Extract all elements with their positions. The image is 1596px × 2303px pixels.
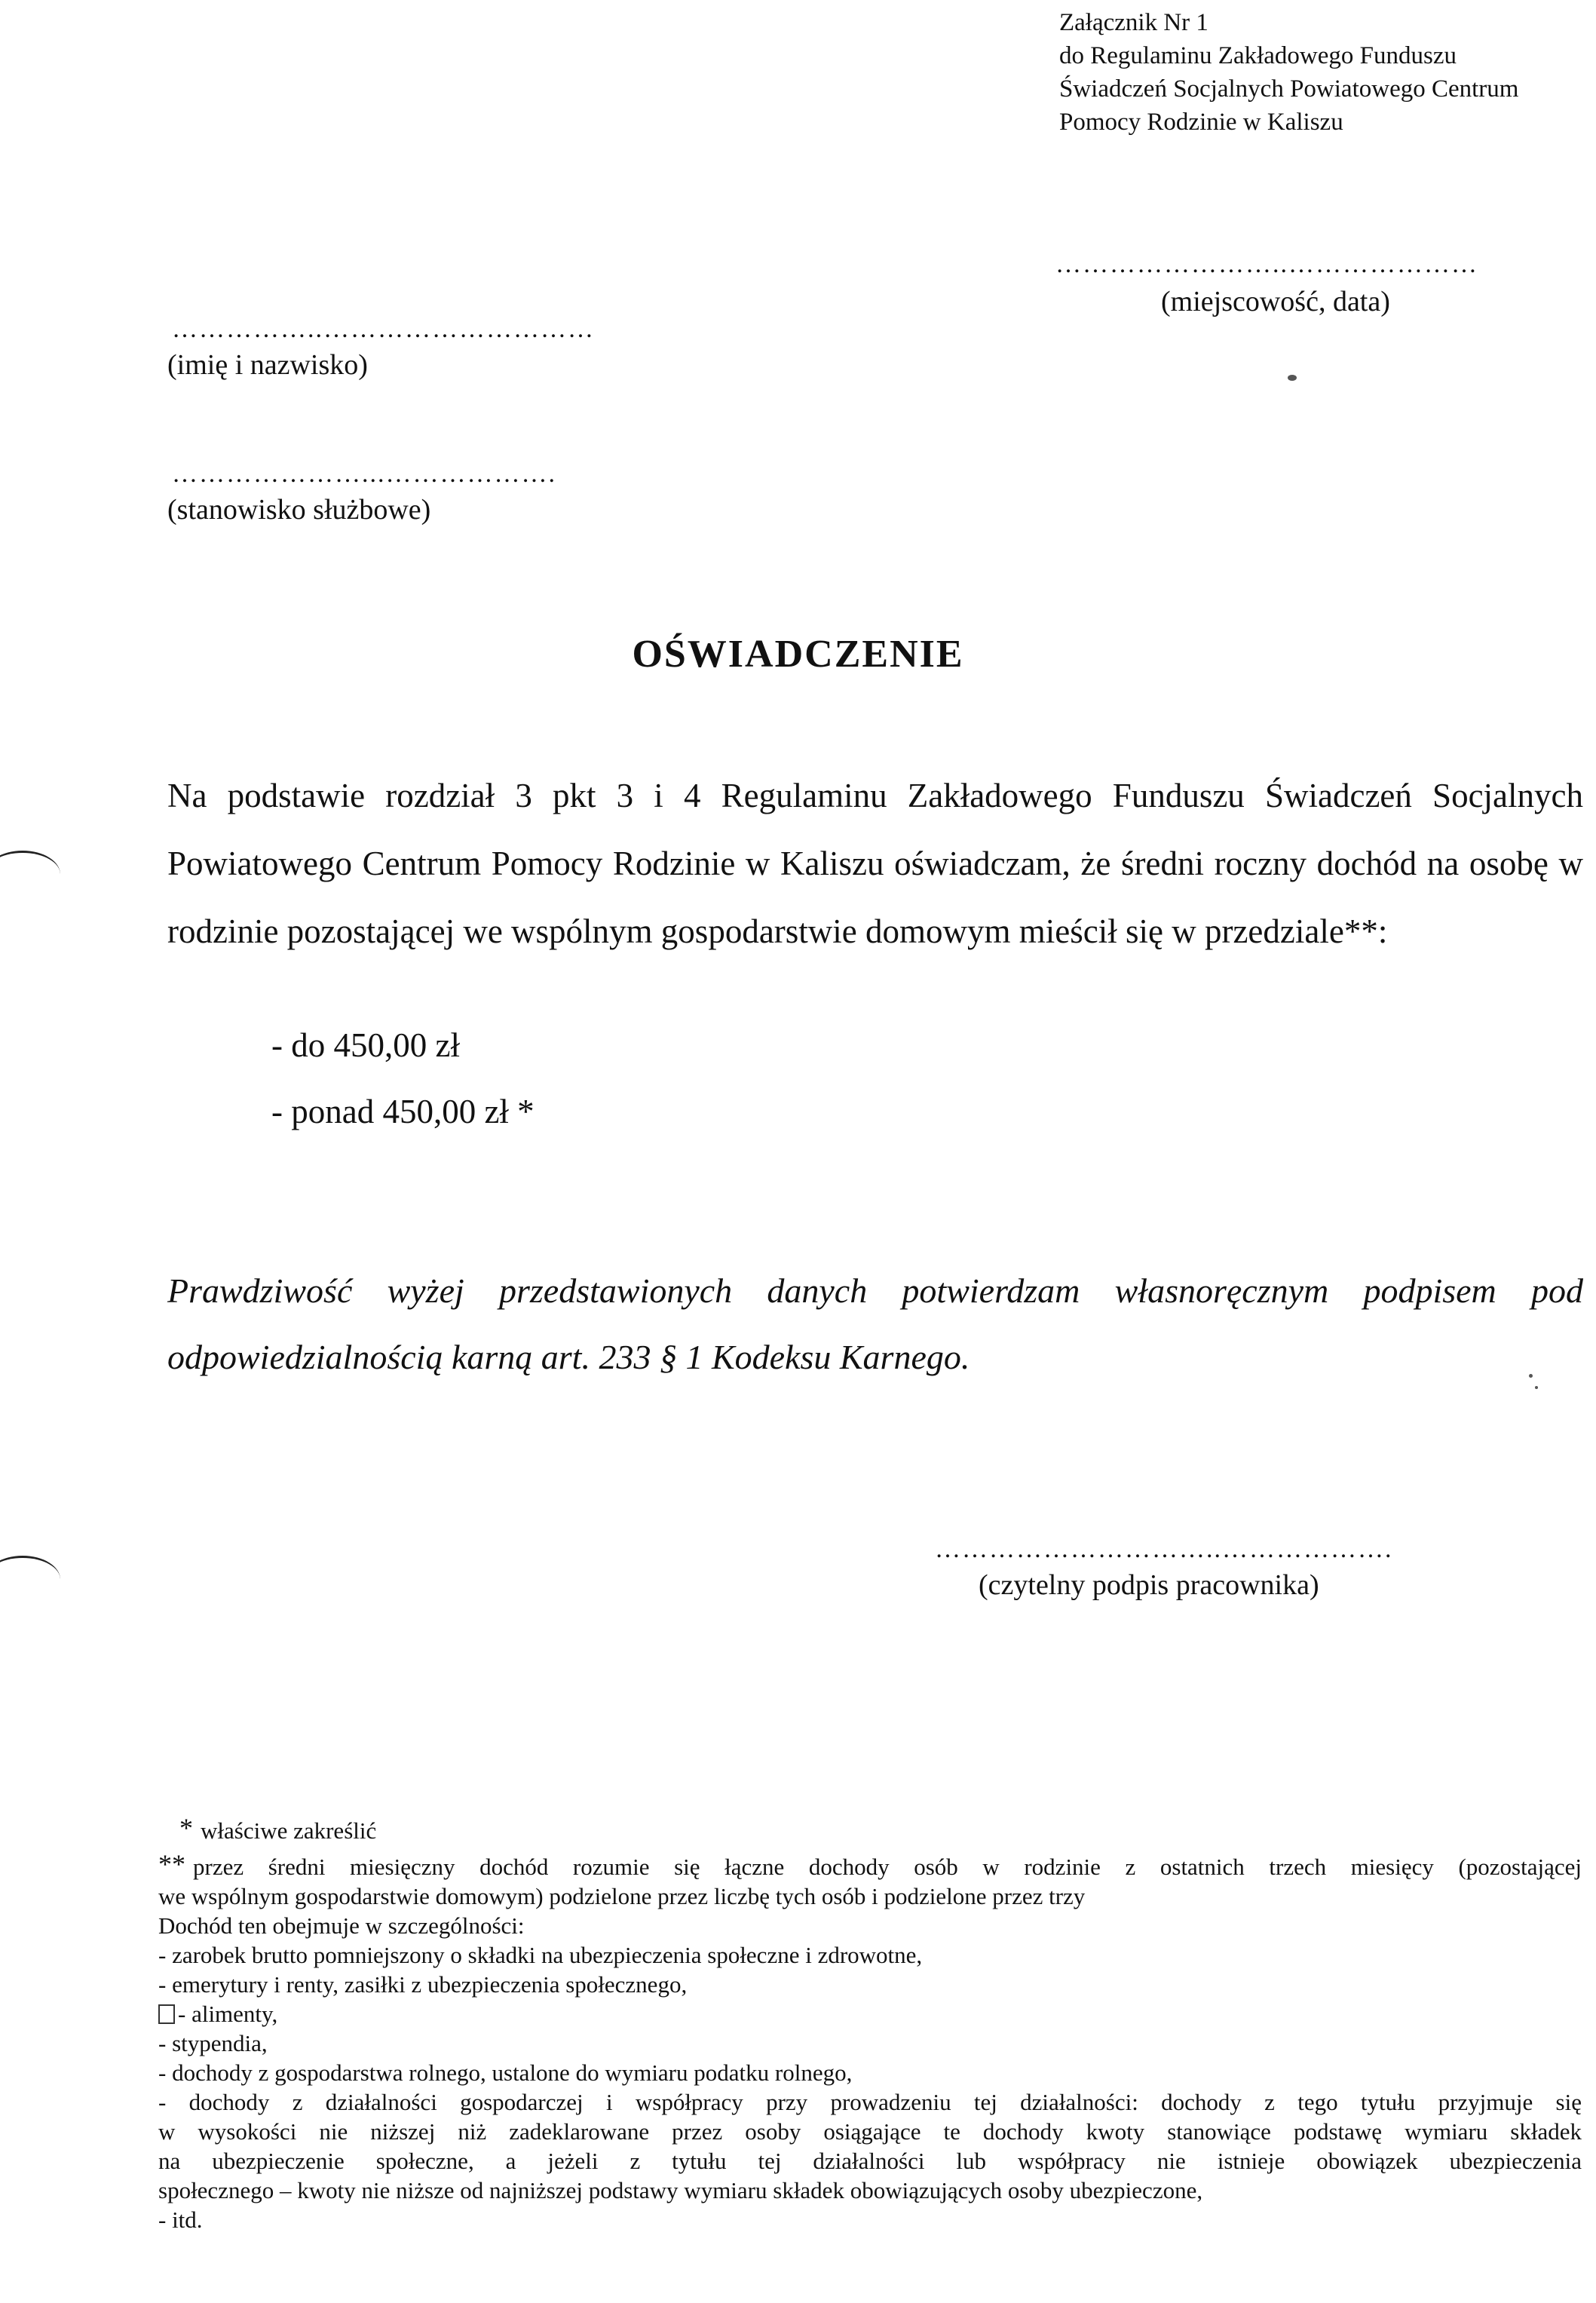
- income-item: - itd.: [158, 2206, 203, 2233]
- footnote-text: przez średni miesięczny dochód rozumie się łączne dochody osób w rodzinie z ostatnich trzech miesięcy (pozostającej: [193, 1854, 1582, 1880]
- income-item: - zarobek brutto pomniejszony o składki na ubezpieczenia społeczne i zdrowotne,: [158, 1942, 923, 1968]
- footnote-1: [158, 1814, 1582, 1845]
- footnote-mark: *: [179, 1813, 193, 1843]
- attachment-line: do Regulaminu Zakładowego Funduszu: [1059, 42, 1457, 69]
- attachment-note: [1059, 6, 1587, 139]
- footnote-2-line: [158, 1850, 1582, 1881]
- declaration-paragraph: Na podstawie rozdział 3 pkt 3 i 4 Regulaminu Zakładowego Funduszu Świadczeń Socjalnych Powiatowego Centrum Pomocy Rodzinie w Kaliszu oświadczam, że średni roczny dochód na osobę w rodzinie pozostającej we wspólnym gospodarstwie domowym mieścił się w przedziale**:: [167, 777, 1583, 950]
- document-title: OŚWIADCZENIE: [632, 633, 964, 676]
- income-item: - dochody z gospodarstwa rolnego, ustalone do wymiaru podatku rolnego,: [158, 2059, 853, 2086]
- name-label: (imię i nazwisko): [167, 349, 368, 381]
- income-option-up-to-450[interactable]: - do 450,00 zł: [271, 1026, 460, 1064]
- scan-speck: [1535, 1386, 1538, 1389]
- attachment-line: Załącznik Nr 1: [1059, 9, 1208, 36]
- punch-hole-mark: [0, 851, 60, 898]
- income-item: - emerytury i renty, zasiłki z ubezpieczenia społecznego,: [158, 1971, 688, 1998]
- income-item: - stypendia,: [158, 2030, 268, 2056]
- attachment-line: Pomocy Rodzinie w Kaliszu: [1059, 109, 1343, 136]
- punch-hole-mark: [0, 1556, 60, 1603]
- name-field[interactable]: ……………..…………………………: [172, 315, 595, 343]
- scan-speck: [1529, 1374, 1533, 1378]
- income-item: w wysokości nie niższej niż zadeklarowane przez osoby osiągające te dochody kwoty stanowiące podstawę wymiaru składek: [158, 2118, 1582, 2145]
- position-label: (stanowisko służbowe): [167, 494, 431, 526]
- footnote-text: właściwe zakreślić: [201, 1817, 377, 1844]
- signature-field[interactable]: …………………………..……………….: [935, 1535, 1393, 1563]
- position-field[interactable]: …………………...……………….: [172, 460, 556, 488]
- footnote-mark: **: [158, 1849, 185, 1879]
- truthfulness-statement: Prawdziwość wyżej przedstawionych danych potwierdzam własnoręcznym podpisem pod odpowiedzialnością karną art. 233 § 1 Kodeksu Karnego.: [167, 1271, 1583, 1376]
- income-item-text: - alimenty,: [178, 2001, 278, 2027]
- income-item: społecznego – kwoty nie niższe od najniższej podstawy wymiaru składek obowiązujących osoby ubezpieczone,: [158, 2177, 1203, 2203]
- income-item: - dochody z działalności gospodarczej i współpracy przy prowadzeniu tej działalności: dochody z tego tytułu przyjmuje się: [158, 2089, 1582, 2115]
- place-date-label: (miejscowość, data): [1161, 286, 1390, 317]
- place-date-field[interactable]: ……………………..…………………: [1055, 250, 1478, 278]
- income-intro: Dochód ten obejmuje w szczególności:: [158, 1912, 525, 1939]
- footnotes: [158, 1814, 1582, 2234]
- income-option-above-450[interactable]: - ponad 450,00 zł *: [271, 1093, 535, 1130]
- signature-label: (czytelny podpis pracownika): [979, 1569, 1319, 1601]
- income-item: na ubezpieczenie społeczne, a jeżeli z tytułu tej działalności lub współpracy nie istnieje obowiązek ubezpieczenia: [158, 2148, 1582, 2174]
- checkbox-icon: [158, 2004, 175, 2024]
- footnote-2-line: we wspólnym gospodarstwie domowym) podzielone przez liczbę tych osób i podzielone przez trzy: [158, 1883, 1086, 1909]
- income-item: [158, 1999, 1582, 2029]
- attachment-line: Świadczeń Socjalnych Powiatowego Centrum: [1059, 75, 1519, 103]
- scan-speck: [1288, 375, 1297, 381]
